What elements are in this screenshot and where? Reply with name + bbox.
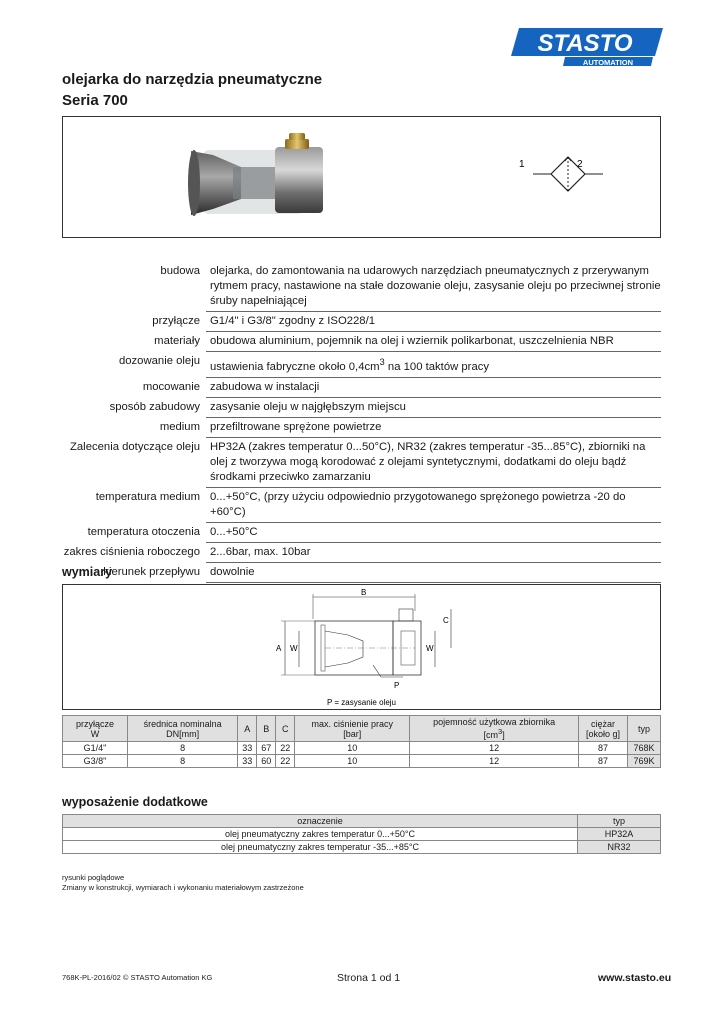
cell-a: 33 bbox=[238, 755, 257, 768]
col-capacity-close: ] bbox=[502, 730, 505, 740]
spec-label: kierunek przepływu bbox=[103, 565, 200, 578]
dimensions-drawing-frame bbox=[62, 584, 661, 710]
cell-capacity: 12 bbox=[410, 742, 579, 755]
spec-value-text: ustawienia fabryczne około 0,4cm bbox=[210, 360, 380, 373]
spec-row-medium bbox=[62, 418, 661, 438]
cell-b: 67 bbox=[257, 742, 276, 755]
oiler-photo bbox=[188, 133, 323, 216]
cell-nominal: 8 bbox=[128, 755, 238, 768]
spec-value: dowolnie bbox=[206, 563, 661, 583]
cell-type: NR32 bbox=[578, 841, 661, 854]
table-row bbox=[63, 828, 661, 841]
spec-label: temperatura otoczenia bbox=[87, 525, 200, 538]
dimensions-table bbox=[62, 715, 661, 768]
spec-value: zabudowa w instalacji bbox=[206, 378, 661, 398]
col-b: B bbox=[257, 716, 276, 742]
spec-label: przyłącze bbox=[152, 315, 200, 327]
table-row bbox=[63, 755, 661, 768]
cell-pressure: 10 bbox=[295, 742, 410, 755]
note-line-2: Zmiany w konstrukcji, wymiarach i wykonaniu materiałowym zastrzeżone bbox=[62, 883, 304, 892]
spec-value: obudowa aluminium, pojemnik na olej i wziernik polikarbonat, uszczelnienia NBR bbox=[206, 332, 661, 352]
cell-b: 60 bbox=[257, 755, 276, 768]
footer-doc-id: 768K-PL-2016/02 © STASTO Automation KG bbox=[62, 973, 213, 982]
spec-value-sup: 3 bbox=[379, 356, 385, 367]
spec-value: zasysanie oleju w najgłębszym miejscu bbox=[206, 398, 661, 418]
footer-page-number: Strona 1 od 1 bbox=[337, 972, 401, 984]
dim-a-label: A bbox=[276, 644, 282, 653]
spec-label: temperatura medium bbox=[95, 490, 200, 503]
table-row bbox=[63, 742, 661, 755]
spec-value: 0...+50°C bbox=[206, 523, 661, 543]
spec-row-sposob-zabudowy bbox=[62, 398, 661, 418]
col-c: C bbox=[276, 716, 295, 742]
port-in-label: 1 bbox=[519, 159, 525, 170]
oiler-symbol bbox=[519, 157, 603, 191]
spec-row-temperatura-otoczenia bbox=[62, 523, 661, 543]
dim-b-label: B bbox=[361, 588, 367, 597]
spec-label: Zalecenia dotyczące oleju bbox=[70, 440, 200, 453]
spec-value-text-after: na 100 taktów pracy bbox=[384, 360, 490, 373]
notes bbox=[62, 873, 304, 893]
spec-row-mocowanie bbox=[62, 378, 661, 398]
cell-type: 769K bbox=[628, 755, 661, 768]
spec-label: medium bbox=[159, 420, 200, 433]
col-capacity bbox=[410, 716, 579, 742]
spec-value: przefiltrowane sprężone powietrze bbox=[206, 418, 661, 438]
logo-brand-text: STASTO bbox=[537, 30, 633, 57]
col-type: typ bbox=[628, 716, 661, 742]
spec-row-przylacze bbox=[62, 312, 661, 332]
col-nominal: średnica nominalna DN[mm] bbox=[128, 716, 238, 742]
spec-row-zalecenia bbox=[62, 438, 661, 488]
spec-value: HP32A (zakres temperatur 0...50°C), NR32 (zakres temperatur -35...85°C), zbiorniki na olej z tworzywa mogą korodować z olejami syntetycznymi, dodatkami do oleju bądź środkami przeciwko zamarzaniu bbox=[206, 438, 661, 488]
col-type: typ bbox=[578, 815, 661, 828]
accessories-title: wyposażenie dodatkowe bbox=[62, 795, 208, 809]
cell-capacity: 12 bbox=[410, 755, 579, 768]
table-row bbox=[63, 841, 661, 854]
page-subtitle: Seria 700 bbox=[62, 92, 128, 109]
cell-nominal: 8 bbox=[128, 742, 238, 755]
port-out-label: 2 bbox=[577, 159, 583, 170]
cell-c: 22 bbox=[276, 742, 295, 755]
spec-label: zakres ciśnienia roboczego bbox=[63, 545, 200, 558]
cell-type: HP32A bbox=[578, 828, 661, 841]
spec-row-temperatura-medium bbox=[62, 488, 661, 523]
col-a: A bbox=[238, 716, 257, 742]
cell-pressure: 10 bbox=[295, 755, 410, 768]
dimension-drawing bbox=[63, 585, 660, 709]
product-illustration bbox=[63, 117, 660, 237]
product-frame bbox=[62, 116, 661, 238]
cell-designation: olej pneumatyczny zakres temperatur -35...+85°C bbox=[63, 841, 578, 854]
col-capacity-sup: 3 bbox=[498, 727, 503, 736]
cell-connection: G1/4" bbox=[63, 742, 128, 755]
spec-label: dozowanie oleju bbox=[118, 355, 200, 367]
spec-row-zakres-cisnienia bbox=[62, 543, 661, 563]
dim-w-right-label: W bbox=[426, 644, 434, 653]
spec-label: sposób zabudowy bbox=[109, 400, 200, 413]
spec-value: G1/4" i G3/8" zgodny z ISO228/1 bbox=[206, 312, 661, 332]
dim-w-left-label: W bbox=[290, 644, 298, 653]
table-header-row bbox=[63, 716, 661, 742]
dim-p-label: P bbox=[394, 681, 400, 690]
cell-a: 33 bbox=[238, 742, 257, 755]
spec-label: budowa bbox=[160, 265, 200, 277]
col-connection: przyłącze W bbox=[63, 716, 128, 742]
col-designation: oznaczenie bbox=[63, 815, 578, 828]
spec-value: 2...6bar, max. 10bar bbox=[206, 543, 661, 563]
dim-c-label: C bbox=[443, 616, 449, 625]
specifications bbox=[62, 262, 661, 583]
cell-weight: 87 bbox=[579, 742, 628, 755]
spec-value: 0...+50°C, (przy użyciu odpowiednio przygotowanego sprężonego powietrza -20 do +60°C) bbox=[206, 488, 661, 523]
dim-caption: P = zasysanie oleju bbox=[327, 698, 397, 707]
spec-row-kierunek bbox=[62, 563, 661, 583]
spec-row-dozowanie bbox=[62, 352, 661, 378]
col-weight: ciężar [około g] bbox=[579, 716, 628, 742]
cell-connection: G3/8" bbox=[63, 755, 128, 768]
spec-label: mocowanie bbox=[142, 380, 200, 393]
table-header-row bbox=[63, 815, 661, 828]
page-title: olejarka do narzędzia pneumatyczne bbox=[62, 71, 323, 88]
spec-row-materialy bbox=[62, 332, 661, 352]
cell-weight: 87 bbox=[579, 755, 628, 768]
spec-value: olejarka, do zamontowania na udarowych narzędziach pneumatycznych z przerywanym rytmem pracy, nastawione na stałe dozowanie oleju, zasysanie oleju po przeciwnej stronie śruby napełniającej bbox=[206, 262, 661, 312]
dimensions-title: wymiary bbox=[62, 565, 113, 579]
stasto-logo bbox=[505, 26, 663, 68]
col-capacity-text: pojemność użytkowa zbiornika [cm bbox=[433, 717, 556, 740]
cell-type: 768K bbox=[628, 742, 661, 755]
accessories-table bbox=[62, 814, 661, 854]
spec-row-budowa bbox=[62, 262, 661, 312]
spec-label: materiały bbox=[154, 335, 200, 347]
col-pressure: max. ciśnienie pracy [bar] bbox=[295, 716, 410, 742]
footer-website-link[interactable]: www.stasto.eu bbox=[598, 972, 672, 984]
cell-designation: olej pneumatyczny zakres temperatur 0...+50°C bbox=[63, 828, 578, 841]
note-line-1: rysunki poglądowe bbox=[62, 873, 125, 882]
logo-sub-text: AUTOMATION bbox=[582, 58, 634, 67]
spec-value bbox=[206, 352, 661, 378]
cell-c: 22 bbox=[276, 755, 295, 768]
